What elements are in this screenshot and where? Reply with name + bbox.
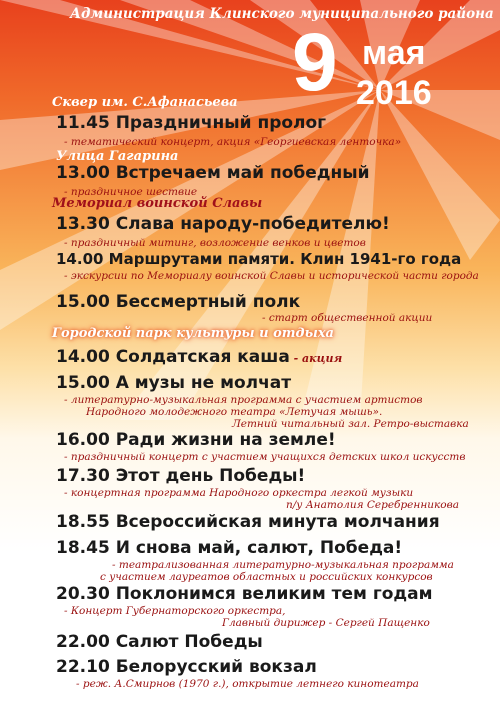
event-description: - реж. А.Смирнов (1970 г.), открытие летнего кинотеатра [76, 678, 419, 690]
event-title: 17.30 Этот день Победы! [56, 466, 306, 486]
date-day: 9 [292, 17, 338, 108]
event-description: - тематический концерт, акция «Георгиевская ленточка» [64, 136, 402, 148]
event-title [56, 347, 342, 367]
organizer-title: Администрация Клинского муниципального района [70, 6, 494, 22]
event-description: п/у Анатолия Серебренникова [286, 499, 459, 511]
event-title: 22.00 Салют Победы [56, 632, 263, 652]
event-description: Народного молодежного театра «Летучая мышь». [86, 406, 383, 418]
event-description: - праздничный митинг, возложение венков и цветов [64, 237, 366, 249]
event-title: 13.30 Слава народу-победителю! [56, 214, 390, 234]
event-title: 22.10 Белорусский вокзал [56, 657, 317, 677]
event-description: - старт общественной акции [262, 312, 433, 324]
event-title: 18.45 И снова май, салют, Победа! [56, 538, 403, 558]
event-title-text: 14.00 Солдатская каша [56, 347, 290, 367]
event-description: - праздничный концерт с участием учащихся детских школ искусств [64, 451, 466, 463]
event-title: 15.00 А музы не молчат [56, 373, 292, 393]
event-title: 16.00 Ради жизни на земле! [56, 430, 336, 450]
event-description: с участием лауреатов областных и российских конкурсов [100, 571, 433, 583]
event-title: 13.00 Встречаем май победный [56, 163, 370, 183]
event-description: - литературно-музыкальная программа с участием артистов [64, 394, 423, 406]
event-description: - концертная программа Народного оркестра легкой музыки [64, 487, 414, 499]
event-description: - экскурсии по Мемориалу воинской Славы и исторической части города [64, 270, 479, 282]
venue-street: Улица Гагарина [56, 149, 179, 164]
venue-memorial: Мемориал воинской Славы [52, 196, 263, 211]
event-description: - праздничное шествие [64, 186, 198, 198]
event-description: - театрализованная литературно-музыкальная программа [112, 559, 454, 571]
event-title: 20.30 Поклонимся великим тем годам [56, 584, 433, 604]
event-title: 15.00 Бессмертный полк [56, 292, 301, 312]
venue-square: Сквер им. С.Афанасьева [52, 95, 238, 110]
event-title: 14.00 Маршрутами памяти. Клин 1941-го года [56, 250, 462, 268]
event-description: Главный дирижер - Сергей Пащенко [222, 617, 430, 629]
date-month: мая [362, 34, 426, 72]
event-title: 18.55 Всероссийская минута молчания [56, 512, 440, 532]
event-description: Летний читальный зал. Ретро-выставка [232, 418, 469, 430]
event-title: 11.45 Праздничный пролог [56, 113, 327, 133]
event-description: - Концерт Губернаторского оркестра, [64, 605, 286, 617]
venue-park: Городской парк культуры и отдыха [52, 326, 334, 341]
event-suffix: - акция [289, 352, 343, 365]
date-year: 2016 [356, 74, 432, 112]
